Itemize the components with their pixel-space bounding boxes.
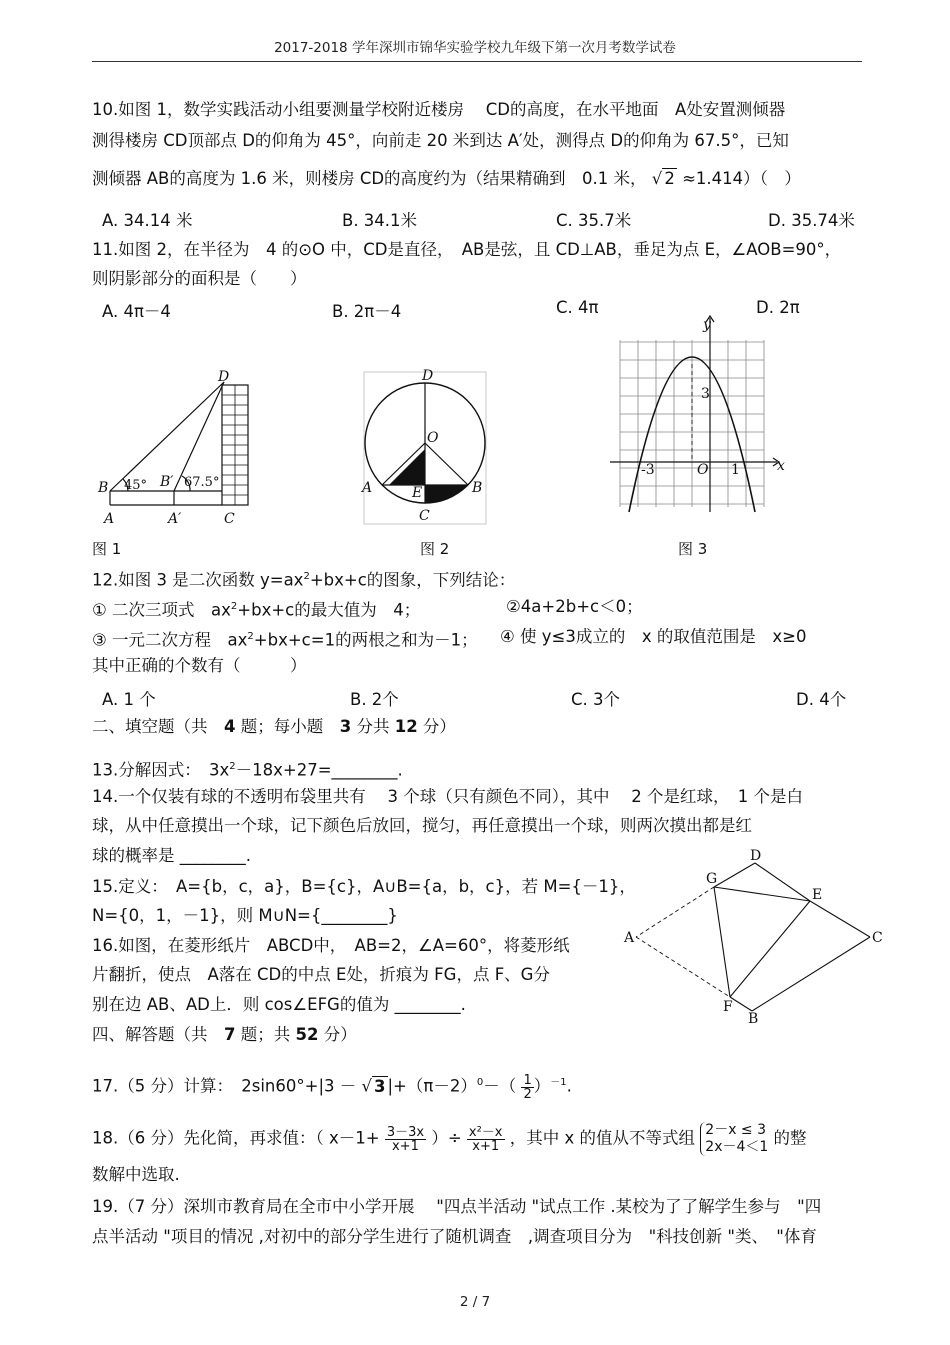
sec3-d: 3 xyxy=(339,717,352,736)
fig1-label-a: A xyxy=(104,511,115,527)
fig4-label-g: G xyxy=(706,871,718,887)
fig2-label-o: O xyxy=(427,430,439,446)
fig2-label-c: C xyxy=(419,508,430,524)
sec3-e: 分共 xyxy=(351,717,395,736)
q18-line2: 数解中选取. xyxy=(92,1165,180,1184)
q17 xyxy=(92,1072,572,1101)
fig2-label-e: E xyxy=(412,485,423,501)
q10-line3-tail: ≈1.414）（ ） xyxy=(682,169,801,188)
q15-line2: N={0，1，－1}，则 M∪N={________} xyxy=(92,906,398,925)
q18-sys-2: 2x－4＜1 xyxy=(705,1139,769,1155)
q10-line2: 测得楼房 CD顶部点 D的仰角为 45°，向前走 20 米到达 A′处，测得点 D的仰角为 67.5°，已知 xyxy=(92,131,789,150)
q18-c: ，其中 x 的值从不等式组 xyxy=(509,1128,696,1148)
header-rule xyxy=(92,61,862,62)
q18-inequality-system xyxy=(700,1122,768,1156)
q18-line1 xyxy=(92,1122,807,1156)
fig4-label-b: B xyxy=(748,1011,759,1025)
q18-a: 18.（6 分）先化简，再求值：（ x－1+ xyxy=(92,1128,380,1148)
sqrt-symbol: √ xyxy=(651,169,663,188)
figure-2 xyxy=(360,368,490,528)
q18-d: 的整 xyxy=(773,1128,807,1148)
q16-line2: 片翻折，使点 A落在 CD的中点 E处，折痕为 FG，点 F、G分 xyxy=(92,965,550,984)
fig1-angle-67: 67.5° xyxy=(184,475,220,490)
q11-line1: 11.如图 2，在半径为 4 的⊙O 中，CD是直径， AB是弦，且 CD⊥AB，垂足为点 E，∠AOB=90°， xyxy=(92,240,842,259)
q18-f1-den: x+1 xyxy=(392,1138,419,1154)
q12-claim-1-b: +bx+c的最大值为 4； xyxy=(237,600,421,620)
fig1-angle-45: 45° xyxy=(124,478,148,493)
q16-line1: 16.如图，在菱形纸片 ABCD中， AB=2，∠A=60°，将菱形纸 xyxy=(92,936,570,955)
fig4-label-d: D xyxy=(750,848,762,864)
q17-den: 2 xyxy=(523,1086,532,1102)
q18-fraction-2 xyxy=(467,1126,505,1153)
sec4-d: 52 xyxy=(295,1025,319,1044)
q18-fraction-1 xyxy=(385,1126,426,1153)
fig4-label-a: A xyxy=(624,930,635,946)
q14-line2: 球，从中任意摸出一个球，记下颜色后放回，搅匀，再任意摸出一个球，则两次摸出都是红 xyxy=(92,816,752,835)
q17-fraction xyxy=(521,1074,533,1101)
q10-option-a: A. 34.14 米 xyxy=(102,211,193,230)
q12-claim-1-a: ① 二次三项式 ax xyxy=(92,600,231,620)
fig4-label-f: F xyxy=(723,999,733,1015)
q12-claim-3-a: ③ 一元二次方程 ax xyxy=(92,630,248,650)
q12-claim-3-sup: 2 xyxy=(247,631,254,642)
fig4-label-e: E xyxy=(812,887,823,903)
figure-rhombus xyxy=(620,845,890,1025)
q17-c: －（ xyxy=(483,1076,517,1096)
q14-line1: 14.一个仅装有球的不透明布袋里共有 3 个球（只有颜色不同），其中 2 个是红球， 1 个是白 xyxy=(92,787,803,806)
q13-sup: 2 xyxy=(229,761,236,772)
q12-claim-1-sup: 2 xyxy=(230,601,238,612)
q11-option-d: D. 2π xyxy=(756,298,800,317)
fig1-label-c: C xyxy=(224,511,235,527)
q17-d: ） xyxy=(533,1076,551,1096)
fig3-caption: 图 3 xyxy=(678,540,708,558)
fig3-label-o: O xyxy=(697,462,709,478)
q12-option-a: A. 1 个 xyxy=(102,690,156,709)
q17-b: |+（π－2） xyxy=(387,1076,477,1096)
q12-claim-1 xyxy=(92,596,420,622)
q12-line1-a: 12.如图 3 是二次函数 y=ax xyxy=(92,570,304,590)
q12-sup: 2 xyxy=(303,571,310,582)
fig1-label-b: B xyxy=(98,480,109,496)
figure-1 xyxy=(92,360,272,530)
sec3-g: 分） xyxy=(417,717,456,736)
fig3-label-1: 1 xyxy=(731,462,740,478)
fig1-label-d: D xyxy=(218,369,230,385)
sec4-b: 7 xyxy=(224,1025,236,1044)
fig2-label-a: A xyxy=(362,480,373,496)
q13-a: 13.分解因式： 3x xyxy=(92,760,230,780)
q13 xyxy=(92,756,403,782)
q12-line1 xyxy=(92,566,515,592)
q16-line3: 别在边 AB、AD上．则 cos∠EFG的值为 ________. xyxy=(92,995,466,1014)
q13-b: －18x+27=________. xyxy=(235,760,403,780)
q17-sqrt: 3 xyxy=(374,1076,386,1096)
q10-option-c: C. 35.7米 xyxy=(556,211,632,230)
q10-option-d: D. 35.74米 xyxy=(768,211,855,230)
q12-line1-b: +bx+c的图象，下列结论： xyxy=(309,570,516,590)
fig2-label-b: B xyxy=(472,480,483,496)
q19-line1: 19.（7 分）深圳市教育局在全市中小学开展 "四点半活动 "试点工作 .某校为了了解学生参与 "四 xyxy=(92,1197,822,1216)
sec4-a: 四、解答题（共 xyxy=(92,1025,224,1044)
figure-3 xyxy=(605,312,795,522)
q10-line3 xyxy=(92,168,801,190)
sec3-b: 4 xyxy=(224,717,236,736)
q18-f2-num: x²－x xyxy=(468,1124,503,1140)
q19-line2: 点半活动 "项目的情况 ,对初中的部分学生进行了随机调查 ,调查项目分为 "科技创新 "类、 "体育 xyxy=(92,1227,817,1246)
fig1-caption: 图 1 xyxy=(92,540,122,558)
q10-line1: 10.如图 1，数学实践活动小组要测量学校附近楼房 CD的高度，在水平地面 A处安置测倾器 xyxy=(92,100,786,119)
q18-f1-num: 3－3x xyxy=(386,1124,425,1140)
sec3-a: 二、填空题（共 xyxy=(92,717,224,736)
q11-option-c: C. 4π xyxy=(556,298,599,317)
q12-ask: 其中正确的个数有（ ） xyxy=(92,656,307,675)
q17-num: 1 xyxy=(523,1072,532,1088)
q11-line2: 则阴影部分的面积是（ ） xyxy=(92,269,307,288)
fig2-label-d: D xyxy=(422,368,434,384)
q14-line3: 球的概率是 ________. xyxy=(92,846,251,865)
q12-option-b: B. 2个 xyxy=(350,690,399,709)
q10-option-b: B. 34.1米 xyxy=(342,211,418,230)
page-number: 2 / 7 xyxy=(459,1294,491,1310)
section-fill-in-heading xyxy=(92,716,456,738)
q12-option-c: C. 3个 xyxy=(571,690,621,709)
q12-claim-3 xyxy=(92,626,478,652)
q18-b: ）÷ xyxy=(431,1128,462,1148)
q17-a: 17.（5 分）计算： 2sin60°+|3 － xyxy=(92,1076,357,1096)
section-solve-heading xyxy=(92,1024,357,1046)
q10-line3-text: 测倾器 AB的高度为 1.6 米，则楼房 CD的高度约为（结果精确到 0.1 米， xyxy=(92,169,647,188)
sec3-f: 12 xyxy=(394,717,418,736)
q17-e: . xyxy=(566,1076,572,1096)
q12-option-d: D. 4个 xyxy=(796,690,847,709)
fig2-caption: 图 2 xyxy=(420,540,450,558)
q18-sys-1: 2－x ≤ 3 xyxy=(705,1122,767,1138)
q11-option-a: A. 4π－4 xyxy=(102,302,171,321)
fig4-label-c: C xyxy=(872,930,883,946)
q17-sup0: 0 xyxy=(476,1077,484,1088)
fig3-label-x: x xyxy=(777,458,785,474)
sec4-e: 分） xyxy=(318,1025,357,1044)
q12-claim-4: ④ 使 y≤3成立的 x 的取值范围是 x≥0 xyxy=(500,627,807,646)
sqrt-radicand: 2 xyxy=(664,169,675,188)
fig1-label-b-prime: B′ xyxy=(160,474,174,490)
q15-line1: 15.定义： A={b，c，a}，B={c}，A∪B={a，b，c}，若 M={－1}， xyxy=(92,877,636,896)
fig3-label-neg3: -3 xyxy=(641,462,655,478)
fig3-label-3: 3 xyxy=(701,386,710,402)
sqrt-symbol: √ xyxy=(361,1076,373,1096)
sec3-c: 题；每小题 xyxy=(235,717,340,736)
q12-claim-3-b: +bx+c=1的两根之和为－1； xyxy=(253,630,478,650)
fig3-label-y: y xyxy=(703,317,711,333)
q17-supm1: －1 xyxy=(550,1077,567,1088)
page-header: 2017-2018 学年深圳市锦华实验学校九年级下第一次月考数学试卷 xyxy=(274,40,676,56)
q11-option-b: B. 2π－4 xyxy=(332,302,402,321)
sec4-c: 题；共 xyxy=(235,1025,296,1044)
fig1-label-a-prime: A′ xyxy=(168,511,182,527)
q12-claim-2: ②4a+2b+c＜0； xyxy=(506,597,643,616)
q18-f2-den: x+1 xyxy=(472,1138,500,1154)
